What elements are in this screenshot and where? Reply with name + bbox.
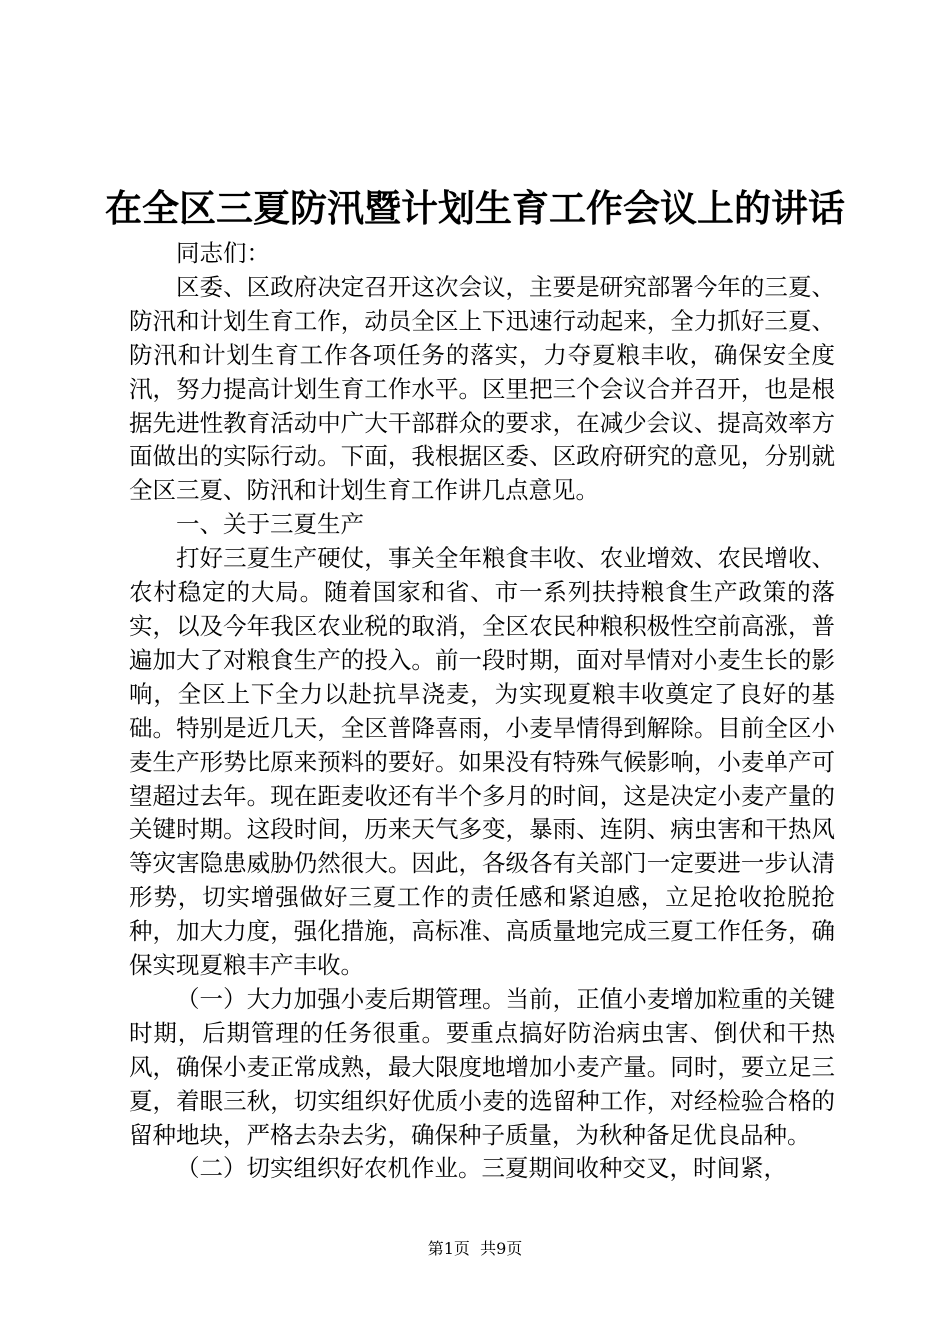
section-heading-sanxia: 一、关于三夏生产 bbox=[176, 510, 364, 539]
paragraph-machinery: （二）切实组织好农机作业。三夏期间收种交叉，时间紧， bbox=[176, 1154, 787, 1183]
salutation: 同志们： bbox=[176, 239, 270, 267]
paragraph-sanxia: 打好三夏生产硬仗，事关全年粮食丰收、农业增效、农民增收、农村稳定的大局。随着国家和省、市一系列扶持粮食生产政策的落实，以及今年我区农业税的取消，全区农民种粮积极性空前高涨，普遍加大了对粮食生产的投入。前一段时期，面对旱情对小麦生长的影响，全区上下全力以赴抗旱浇麦，为实现夏粮丰收奠定了良好的基础。特别是近几天，全区普降喜雨，小麦旱情得到解除。目前全区小麦生产形势比原来预料的要好。如果没有特殊气候影响，小麦单产可望超过去年。现在距麦收还有半个多月的时间，这是决定小麦产量的关键时期。这段时间，历来天气多变，暴雨、连阴、病虫害和干热风等灾害隐患威胁仍然很大。因此，各级各有关部门一定要进一步认清形势，切实增强做好三夏工作的责任感和紧迫感，立足抢收抢脱抢种，加大力度，强化措施，高标准、高质量地完成三夏工作任务，确保实现夏粮丰产丰收。 bbox=[129, 544, 835, 980]
paragraph-wheat-management: （一）大力加强小麦后期管理。当前，正值小麦增加粒重的关键时期，后期管理的任务很重。要重点搞好防治病虫害、倒伏和干热风，确保小麦正常成熟，最大限度地增加小麦产量。同时，要立足三夏，着眼三秋，切实组织好优质小麦的选留种工作，对经检验合格的留种地块，严格去杂去劣，确保种子质量，为秋种备足优良品种。 bbox=[129, 984, 835, 1149]
paragraph-intro: 区委、区政府决定召开这次会议，主要是研究部署今年的三夏、防汛和计划生育工作，动员全区上下迅速行动起来，全力抓好三夏、防汛和计划生育工作各项任务的落实，力夺夏粮丰收，确保安全度汛，努力提高计划生育工作水平。区里把三个会议合并召开，也是根据先进性教育活动中广大干部群众的要求，在减少会议、提高效率方面做出的实际行动。下面，我根据区委、区政府研究的意见，分别就全区三夏、防汛和计划生育工作讲几点意见。 bbox=[129, 272, 835, 505]
page-number-footer: 第1页 共9页 bbox=[427, 1239, 523, 1258]
document-title: 在全区三夏防汛暨计划生育工作会议上的讲话 bbox=[105, 186, 845, 230]
document-body bbox=[129, 237, 835, 1186]
